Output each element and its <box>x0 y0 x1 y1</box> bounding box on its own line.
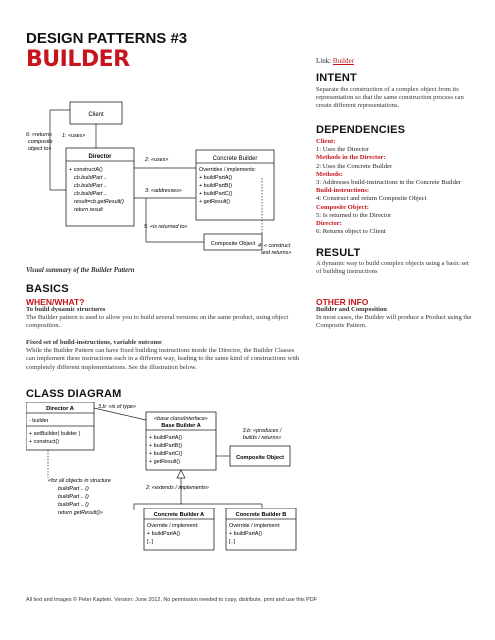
returns-label: 6: «returns <box>26 132 52 138</box>
cb-b-method: + buildPartA() <box>229 531 263 537</box>
when-what-title: To build dynamic structures <box>26 306 106 313</box>
footer-copyright: All text and images © Peter Kaptein. Version: June 2012. No permission needed to copy, distribute, print and use this PDF <box>26 597 317 603</box>
base-builder-method: + buildPartB() <box>149 443 183 449</box>
dep-label: Director: <box>316 220 342 228</box>
other-info-title: Builder and Composition <box>316 306 387 313</box>
concrete-builder-b-label: Concrete Builder B <box>235 512 287 518</box>
base-builder-label: Base Builder A <box>161 423 201 429</box>
when-what-heading: WHEN/WHAT? <box>26 297 85 307</box>
fixed-set-text: While the Builder Pattern can have fixed building instructions inside the Director, the Builder Classes can implement these instructions each in a different way, leading to the same kind of constructions with completely different implementations. See the illustration below. <box>26 347 300 371</box>
note-line: buildPart .. () <box>58 486 89 492</box>
cb-a-method: [..] <box>147 539 153 545</box>
construct-label: and returns» <box>261 250 292 256</box>
director-method: result=cb.getResult() <box>74 199 124 205</box>
cb-a-method: + buildPartA() <box>147 531 181 537</box>
director-method: cb.buildPart .. <box>74 183 107 189</box>
client-label: Client <box>88 112 104 118</box>
base-builder-method: + buildPartC() <box>149 451 183 457</box>
dep-label: Composite Object: <box>316 203 369 211</box>
other-info-block <box>316 306 476 331</box>
extends-label: 2: «extends / implements» <box>146 485 209 491</box>
concrete-builder-label: Concrete Builder <box>212 156 258 162</box>
addresses-label: 3: «addresses» <box>145 188 182 194</box>
result-heading: RESULT <box>316 247 361 259</box>
director-method: cb.buildPart .. <box>74 175 107 181</box>
director-label: Director <box>88 154 112 160</box>
produces-label: 3.b: «produces / <box>242 428 282 434</box>
base-builder-method: + buildPartA() <box>149 435 183 441</box>
is-of-type-label: 3.b: «is of type» <box>98 404 137 410</box>
director-method: return result <box>74 207 103 213</box>
dep-text: 1: Uses the Director <box>316 146 369 154</box>
page-subtitle: BUILDER <box>26 47 130 72</box>
concrete-builders <box>26 508 326 558</box>
dep-label: Build-instructions: <box>316 187 370 195</box>
note-line: buildPart .. () <box>58 502 89 508</box>
director-a-label: Director A <box>46 406 74 412</box>
director-a-attr: - builder <box>29 418 49 424</box>
returns-label: composite <box>28 139 53 145</box>
dependencies-heading: DEPENDENCIES <box>316 124 406 136</box>
builder-summary-diagram <box>26 100 311 270</box>
cb-a-method: Override / implement: <box>147 523 199 529</box>
link-line <box>316 57 354 65</box>
intent-heading: INTENT <box>316 72 357 84</box>
cb-method: Overrides / implements: <box>199 167 256 173</box>
fixed-set-title: Fixed set of build-instructions, variable outcome <box>26 339 162 346</box>
intent-text: Separate the construction of a complex object from its representation so that the same construction process can create different representations. <box>316 86 464 110</box>
dep-text: 2: Uses the Concrete Builder <box>316 162 393 170</box>
note-line: «for all objects in structure <box>48 478 111 484</box>
when-what-text: The Builder pattern is used to allow you to build several versions on the same product, using object composition. <box>26 314 289 330</box>
when-what-block <box>26 306 304 331</box>
cb-method: + buildPartC() <box>199 191 233 197</box>
result-text: A dynamic way to build complex objects using a basic set of building instructions <box>316 260 469 276</box>
dep-label: Client: <box>316 138 336 145</box>
director-a-method: + setBuilder( builder ) <box>29 431 81 437</box>
builder-link[interactable]: Builder <box>332 57 354 65</box>
composite-object-class-label: Composite Object <box>236 455 284 461</box>
uses-label-1: 1: «uses» <box>62 133 86 139</box>
link-label: Link: <box>316 57 332 65</box>
director-a-method: + construct() <box>29 439 60 445</box>
composite-object-label: Composite Object <box>210 241 256 247</box>
dep-text: 4: Construct and return Composite Object <box>316 195 427 203</box>
note-line: return getResult()» <box>58 510 103 516</box>
construct-label: 4: « construct <box>258 243 291 249</box>
base-builder-method: + getResult() <box>149 459 181 465</box>
cb-method: + getResult() <box>199 199 231 205</box>
page-title: DESIGN PATTERNS #3 <box>26 30 188 47</box>
base-builder-stereotype: «base class/interface» <box>154 416 208 422</box>
note-line: buildPart .. () <box>58 494 89 500</box>
dep-label: Methods: <box>316 170 343 178</box>
class-diagram-heading: CLASS DIAGRAM <box>26 388 122 400</box>
returned-label: 5: «is returned to» <box>144 224 188 230</box>
fixed-set-block <box>26 339 304 372</box>
cb-b-method: [..] <box>229 539 235 545</box>
director-method: cb.buildPart .. <box>74 191 107 197</box>
diagram-caption: Visual summary of the Builder Pattern <box>26 267 135 274</box>
cb-method: + buildPartB() <box>199 183 233 189</box>
other-info-heading: OTHER INFO <box>316 297 369 307</box>
cb-b-method: Override / implement: <box>229 523 281 529</box>
dep-text: 3: Addresses build-instructions in the Concrete Builder <box>316 179 462 187</box>
other-info-text: In most cases, the Builder will produce a Product using the Composite Pattern. <box>316 314 472 330</box>
produces-label: builds / returns» <box>242 435 282 441</box>
uses-label-2: 2: «uses» <box>145 157 169 163</box>
cb-method: + buildPartA() <box>199 175 233 181</box>
returns-label: object to» <box>28 146 52 152</box>
dependencies-list <box>316 138 474 236</box>
basics-heading: BASICS <box>26 283 69 295</box>
dep-text: 6: Returns object to Client <box>316 228 386 236</box>
director-method: + constructA() <box>69 167 103 173</box>
dep-label: Methods in the Director: <box>316 154 386 162</box>
dep-text: 5: Is returned to the Director <box>316 211 392 219</box>
concrete-builder-a-label: Concrete Builder A <box>153 512 205 518</box>
